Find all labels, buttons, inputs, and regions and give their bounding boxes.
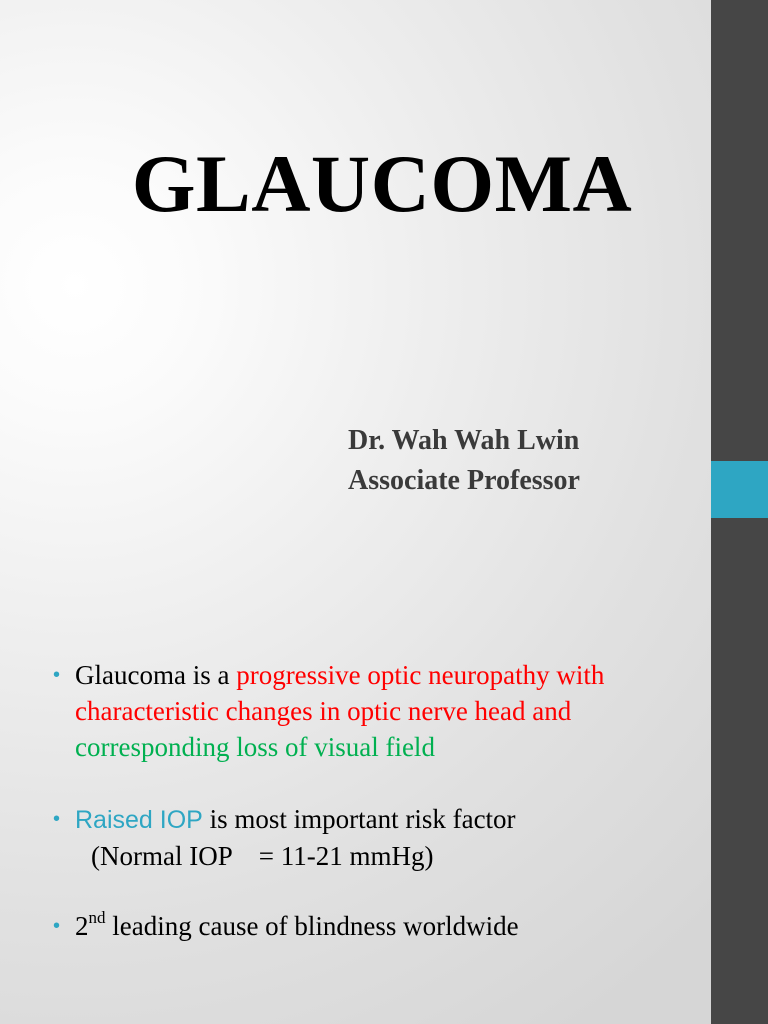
bullet-icon: • [53, 808, 61, 830]
author-position: Associate Professor [348, 465, 580, 496]
bullet-text-green: corresponding loss of visual field [75, 732, 435, 762]
bullet-definition [53, 657, 693, 765]
author-block [348, 421, 580, 501]
bullet-text-red: progressive optic neuropathy with characteristic changes in optic nerve head and [75, 660, 605, 726]
author-name: Dr. Wah Wah Lwin [348, 425, 580, 456]
bullet-risk-factor [53, 801, 693, 874]
bullet-highlight: Raised IOP [75, 806, 203, 834]
bullet-text-prefix: Glaucoma is a [75, 660, 237, 690]
bullet-icon: • [53, 664, 61, 686]
bullet-blindness [53, 908, 693, 944]
side-accent-block [711, 461, 768, 518]
normal-iop-line: (Normal IOP = 11-21 mmHg) [91, 841, 434, 871]
bullet-icon: • [53, 915, 61, 937]
ordinal-suffix: nd [88, 908, 106, 927]
ordinal-number: 2 [75, 911, 89, 941]
bullet-text: is most important risk factor [202, 804, 516, 834]
bullet-list [53, 657, 693, 944]
bullet-text: leading cause of blindness worldwide [105, 911, 519, 941]
slide-title: GLAUCOMA [131, 138, 633, 229]
